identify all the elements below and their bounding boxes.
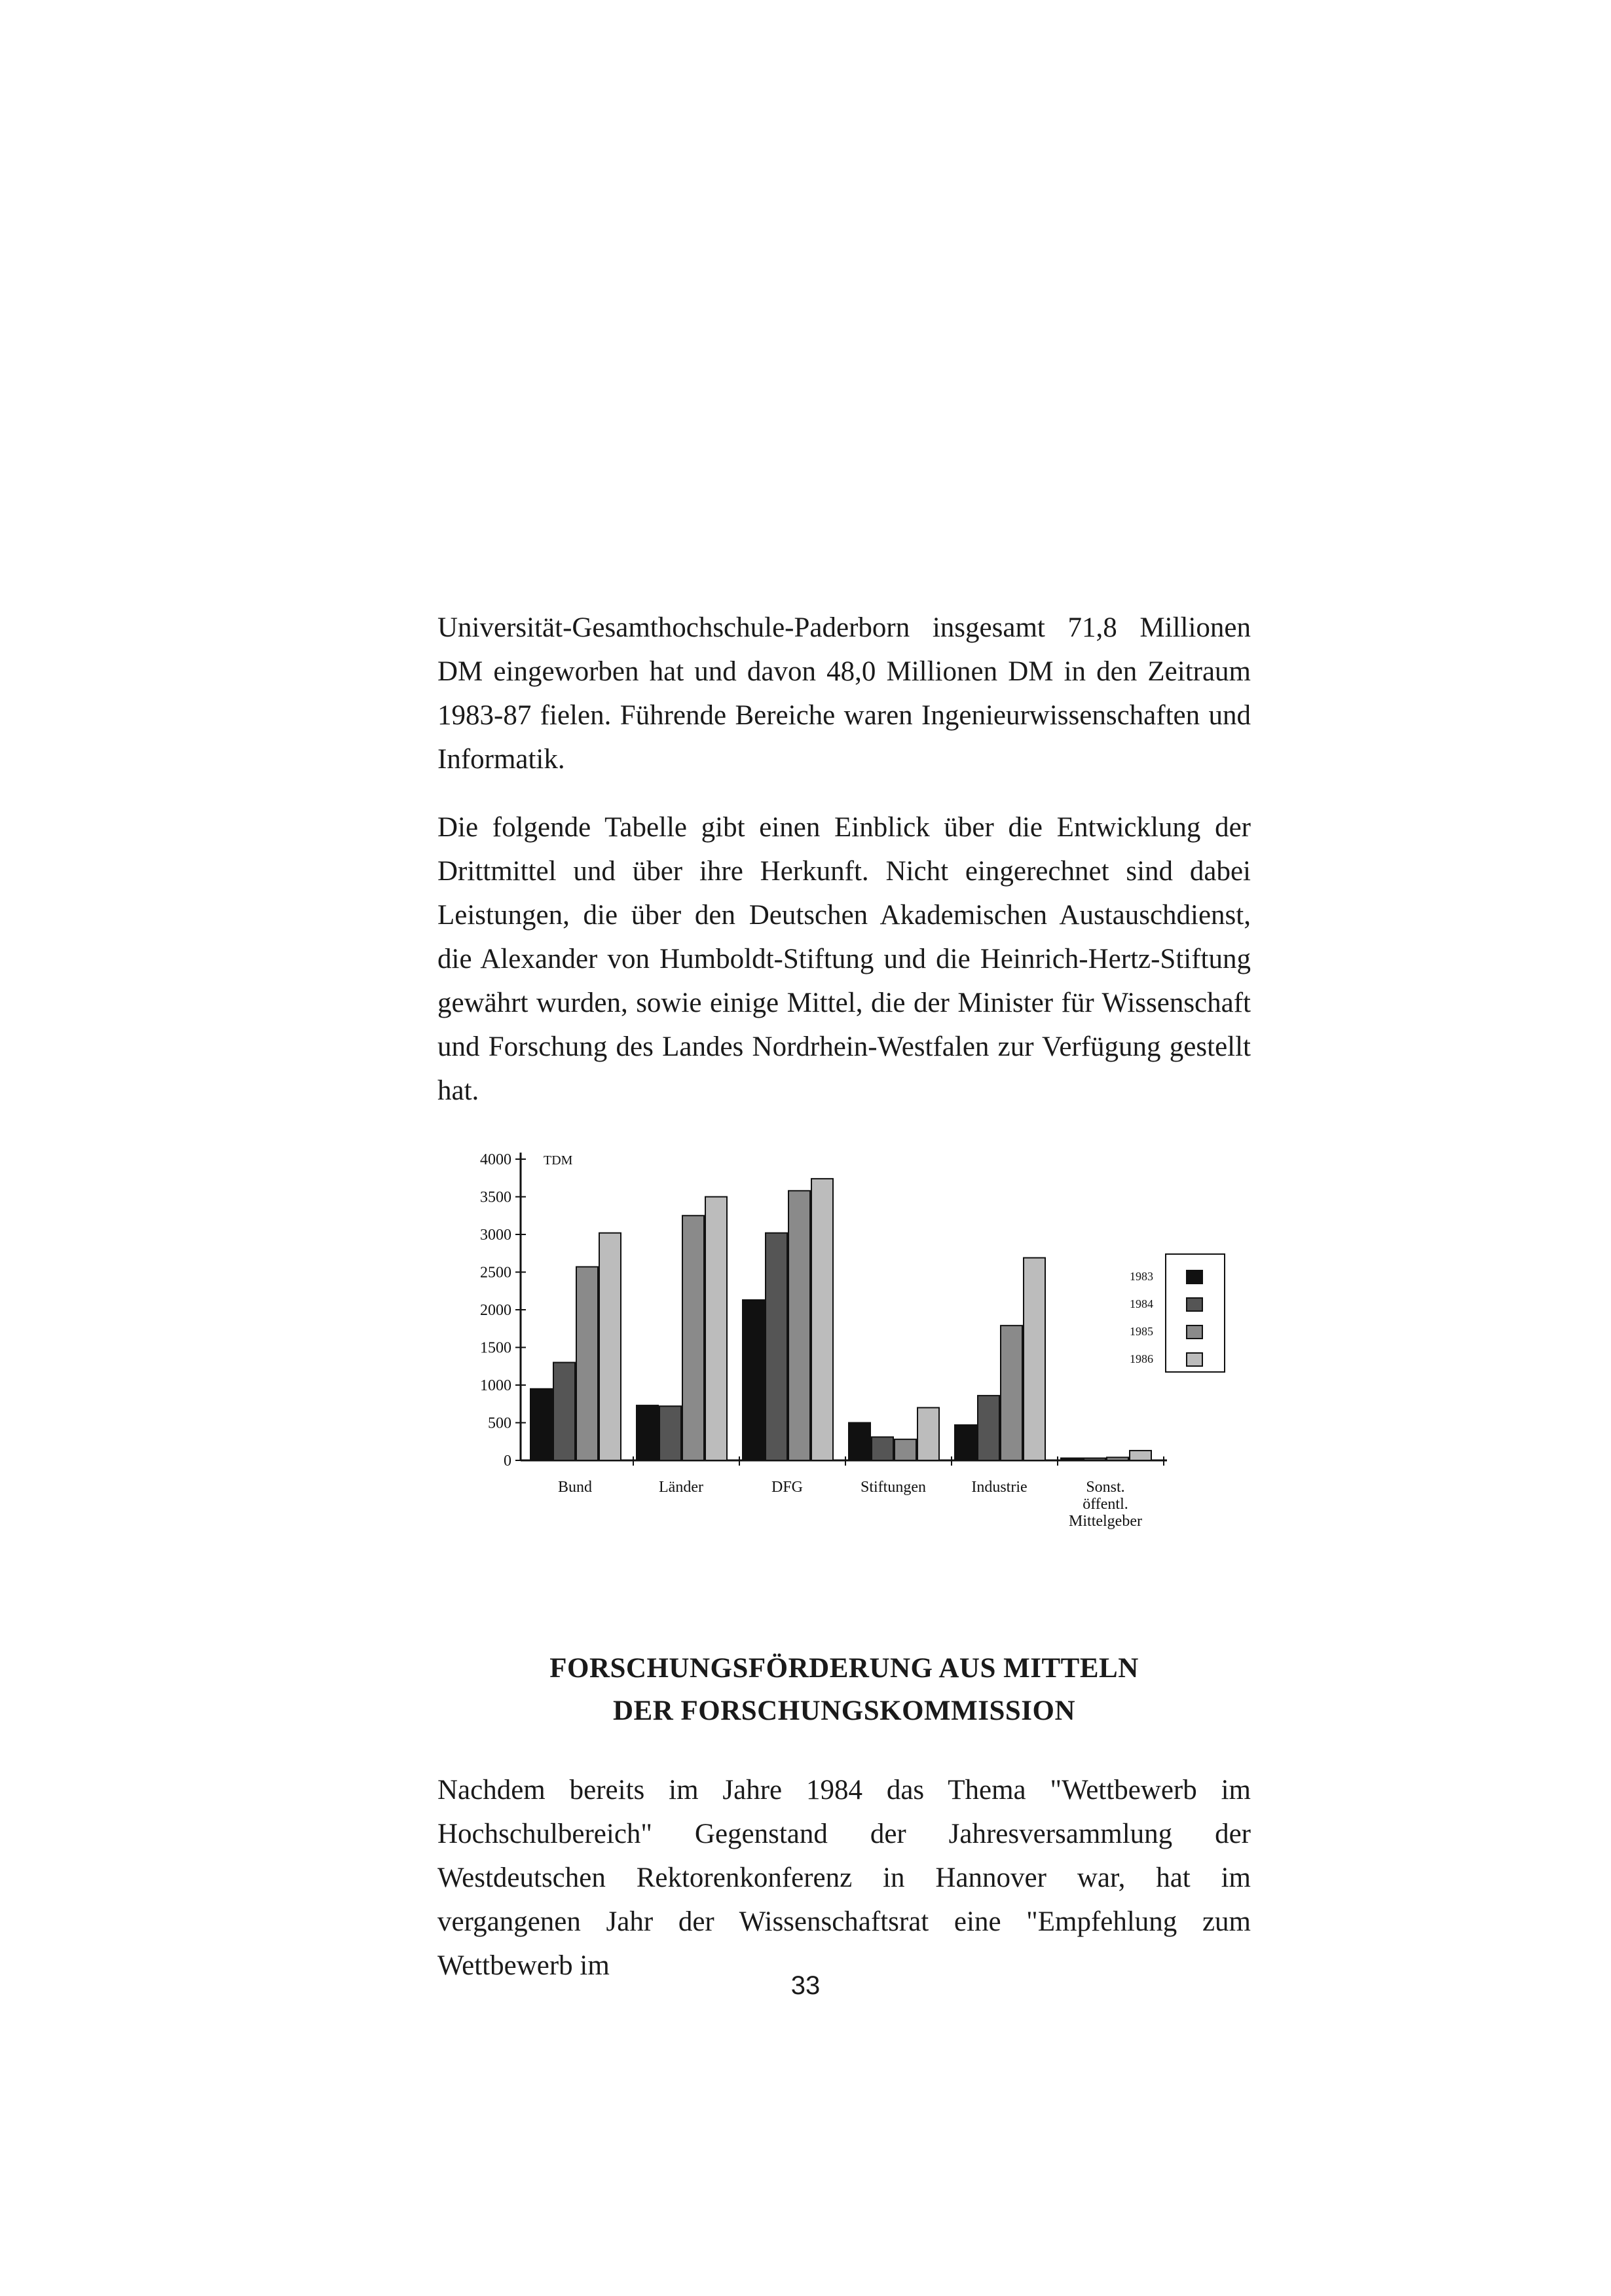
bar bbox=[659, 1406, 681, 1460]
y-tick-label: 4000 bbox=[480, 1151, 511, 1168]
category-label: Stiftungen bbox=[861, 1479, 926, 1496]
bar bbox=[599, 1233, 621, 1460]
y-tick-label: 3000 bbox=[480, 1227, 511, 1244]
category-label: Bund bbox=[557, 1479, 593, 1496]
legend-label: 1985 bbox=[1130, 1325, 1153, 1338]
paragraph-3: Nachdem bereits im Jahre 1984 das Thema "Wettbewerb im Hochschulbereich" Gegenstand der Jahresversammlung der Westdeutschen Rektorenkonferenz in Hannover war, hat im vergangenen Jahr der Wissenschaftsrat eine "Empfehlung zum Wettbewerb im bbox=[437, 1775, 1251, 1981]
category-label: Industrie bbox=[971, 1479, 1028, 1496]
bar bbox=[743, 1300, 764, 1460]
category-label: Länder bbox=[659, 1479, 703, 1496]
bar bbox=[530, 1389, 552, 1460]
category-label: Mittelgeber bbox=[1069, 1513, 1142, 1530]
bar bbox=[553, 1363, 575, 1461]
bar bbox=[1084, 1458, 1105, 1460]
bar bbox=[682, 1215, 704, 1460]
bar bbox=[1061, 1458, 1083, 1460]
category-label: Sonst. bbox=[1086, 1479, 1125, 1496]
bar bbox=[1024, 1258, 1045, 1460]
category-label: öffentl. bbox=[1083, 1496, 1128, 1513]
legend-label: 1986 bbox=[1130, 1352, 1153, 1365]
y-tick-label: 2500 bbox=[480, 1264, 511, 1282]
y-tick-label: 1000 bbox=[480, 1377, 511, 1394]
bar bbox=[1001, 1325, 1022, 1460]
category-label: DFG bbox=[771, 1479, 804, 1496]
legend-swatch bbox=[1187, 1298, 1202, 1311]
y-tick-label: 3500 bbox=[480, 1189, 511, 1206]
bar bbox=[917, 1408, 939, 1461]
bar bbox=[637, 1405, 658, 1460]
bar bbox=[766, 1233, 787, 1460]
bar bbox=[849, 1423, 870, 1461]
funding-bar-chart bbox=[393, 1126, 1244, 1559]
bar bbox=[788, 1191, 810, 1460]
bar bbox=[811, 1179, 833, 1460]
y-tick-label: 1500 bbox=[480, 1339, 511, 1357]
section-heading bbox=[437, 1647, 1251, 1732]
bar bbox=[978, 1396, 999, 1460]
bar bbox=[705, 1197, 727, 1461]
bar bbox=[872, 1437, 893, 1460]
bar bbox=[1107, 1457, 1128, 1460]
bar bbox=[955, 1425, 976, 1460]
bar bbox=[895, 1439, 916, 1460]
y-tick-label: 0 bbox=[504, 1453, 511, 1470]
legend-swatch bbox=[1187, 1353, 1202, 1366]
unit-label: TDM bbox=[544, 1153, 573, 1168]
legend-swatch bbox=[1187, 1325, 1202, 1339]
legend-label: 1983 bbox=[1130, 1270, 1153, 1283]
paragraph-2: Die folgende Tabelle gibt einen Einblick über die Entwicklung der Drittmittel und über ihre Herkunft. Nicht eingerechnet sind dabei Leistungen, die über den Deutschen Akademischen Austauschdienst, die Alexander von Humboldt-Stiftung und die Heinrich-Hertz-Stiftung gewährt wurden, sowie einige Mittel, die der Minister für Wissenschaft und Forschung des Landes Nordrhein-Westfalen zur Verfügung gestellt hat. bbox=[437, 812, 1251, 1106]
y-tick-label: 2000 bbox=[480, 1302, 511, 1319]
bar bbox=[576, 1267, 598, 1460]
paragraph-1: Universität-Gesamthochschule-Paderborn insgesamt 71,8 Millionen DM eingeworben hat und davon 48,0 Millionen DM in den Zeitraum 1983-87 fielen. Führende Bereiche waren Ingenieurwissenschaften und Informatik. bbox=[437, 612, 1251, 775]
page-number: 33 bbox=[790, 1971, 821, 2000]
bar bbox=[1130, 1451, 1151, 1460]
section-heading-line-2: DER FORSCHUNGSKOMMISSION bbox=[612, 1695, 1076, 1726]
y-tick-label: 500 bbox=[488, 1415, 511, 1432]
legend-swatch bbox=[1187, 1270, 1202, 1284]
legend-label: 1984 bbox=[1130, 1297, 1153, 1310]
section-heading-line-1: FORSCHUNGSFÖRDERUNG AUS MITTELN bbox=[549, 1653, 1139, 1684]
